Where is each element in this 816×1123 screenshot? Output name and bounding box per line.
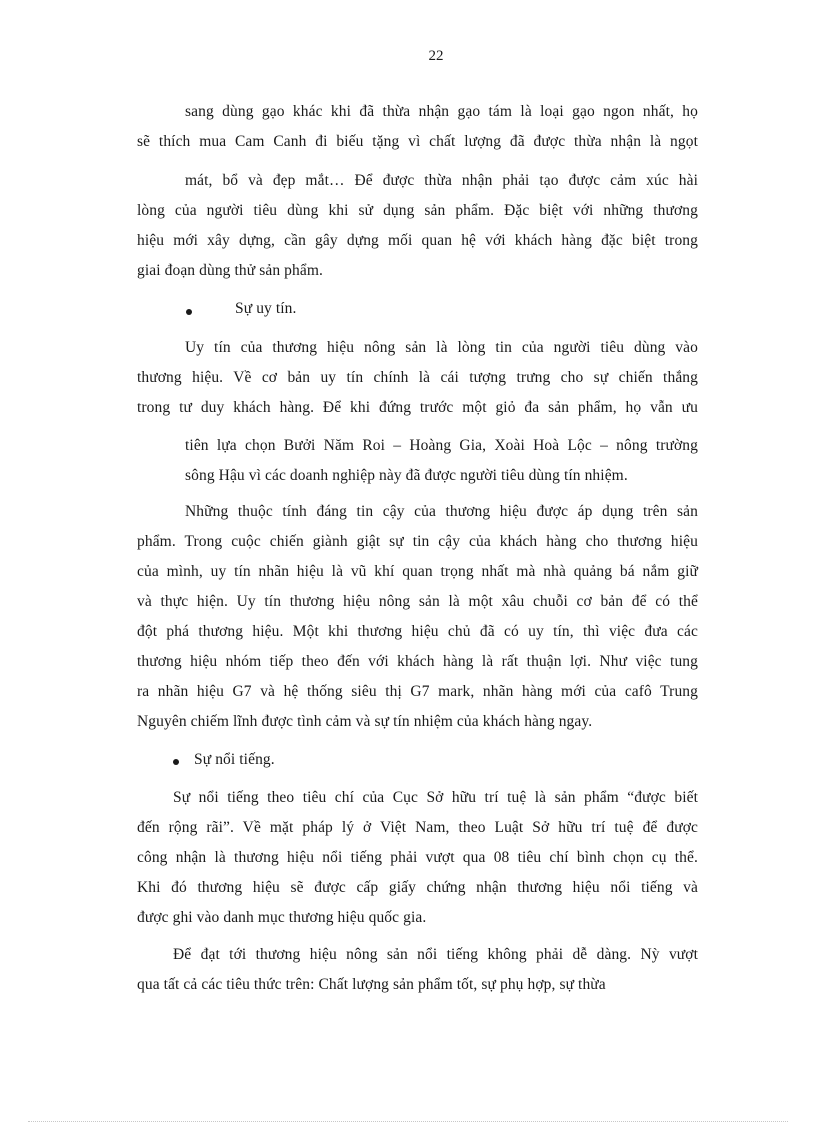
text-line: Những thuộc tính đáng tin cậy của thương hiệu được áp dụng trên sản [185,503,698,520]
text-line: ra nhãn hiệu G7 và hệ thống siêu thị G7 mark, nhãn hàng mới của cafô Trung [137,683,698,700]
page-bottom-divider [28,1121,788,1122]
text-line: qua tất cả các tiêu thức trên: Chất lượng sản phẩm tốt, sự phụ hợp, sự thừa [137,976,606,993]
text-line: giai đoạn dùng thử sản phẩm. [137,262,323,279]
text-line: và thực hiện. Uy tín thương hiệu nông sản là một xâu chuỗi cơ bản để có thể [137,593,698,610]
text-line: tiên lựa chọn Bưởi Năm Roi – Hoàng Gia, Xoài Hoà Lộc – nông trường [185,437,698,454]
text-line: Nguyên chiếm lĩnh được tình cảm và sự tín nhiệm của khách hàng ngay. [137,713,593,730]
text-line: Khi đó thương hiệu sẽ được cấp giấy chứng nhận thương hiệu nổi tiếng và [137,879,698,896]
text-line: được ghi vào danh mục thương hiệu quốc gia. [137,909,427,926]
bullet-heading: Sự uy tín. [235,300,297,317]
text-line: hiệu mới xây dựng, cần gây dựng mối quan hệ với khách hàng đặc biệt trong [137,232,698,249]
text-line: đến rộng rãi”. Về mặt pháp lý ở Việt Nam, theo Luật Sở hữu trí tuệ để được [137,819,698,836]
text-line: phẩm. Trong cuộc chiến giành giật sự tin cậy của khách hàng cho thương hiệu [137,533,698,550]
text-line: đột phá thương hiệu. Một khi thương hiệu chủ đã có uy tín, thì việc đưa các [137,623,698,640]
bullet-dot-icon [173,759,179,765]
text-line: trong tư duy khách hàng. Để khi đứng trước một giỏ đa sản phẩm, họ vẫn ưu [137,399,698,416]
text-line: Để đạt tới thương hiệu nông sản nổi tiếng không phải dễ dàng. Nỳ vượt [173,946,698,963]
text-line: thương hiệu. Về cơ bản uy tín chính là cái tượng trưng cho sự chiến thắng [137,369,698,386]
text-line: thương hiệu nhóm tiếp theo đến với khách hàng là rất thuận lợi. Như việc tung [137,653,698,670]
text-line: lòng của người tiêu dùng khi sử dụng sản phẩm. Đặc biệt với những thương [137,202,698,219]
text-line: mát, bổ và đẹp mắt… Để được thừa nhận phải tạo được cảm xúc hài [185,172,698,189]
text-line: của mình, uy tín nhãn hiệu là vũ khí quan trọng nhất mà nhà quảng bá nắm giữ [137,563,698,580]
bullet-heading: Sự nổi tiếng. [194,751,275,768]
page-number: 22 [428,48,444,64]
text-line: sông Hậu vì các doanh nghiệp này đã được người tiêu dùng tín nhiệm. [185,467,628,484]
text-line: sẽ thích mua Cam Canh đi biếu tặng vì chất lượng đã được thừa nhận là ngọt [137,133,698,150]
text-line: Sự nổi tiếng theo tiêu chí của Cục Sở hữu trí tuệ là sản phẩm “được biết [173,789,698,806]
text-line: công nhận là thương hiệu nổi tiếng phải vượt qua 08 tiêu chí bình chọn cụ thể. [137,849,698,866]
bullet-dot-icon [186,309,192,315]
text-line: sang dùng gạo khác khi đã thừa nhận gạo tám là loại gạo ngon nhất, họ [185,103,698,120]
text-line: Uy tín của thương hiệu nông sản là lòng tin của người tiêu dùng vào [185,339,698,356]
